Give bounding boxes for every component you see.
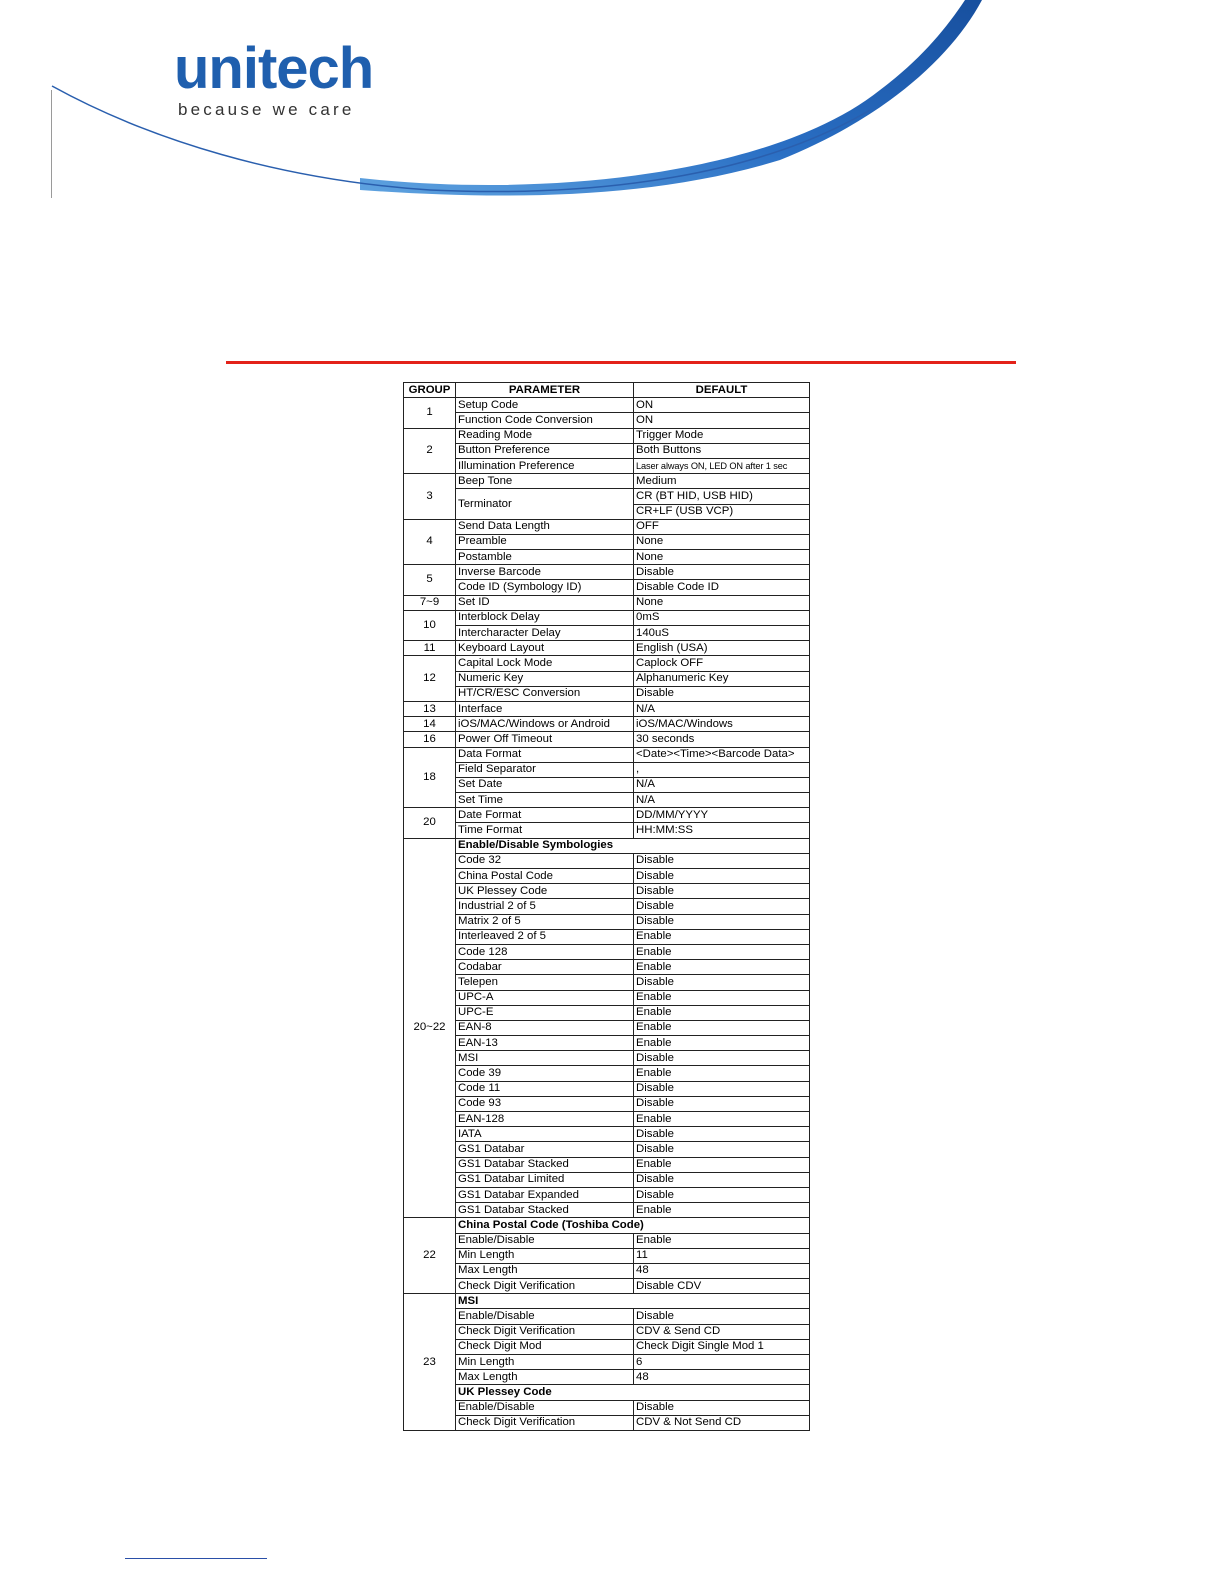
default-cell: Disable: [634, 869, 810, 884]
group-cell: 12: [404, 656, 456, 702]
group-cell: 4: [404, 519, 456, 565]
parameter-cell: IATA: [456, 1127, 634, 1142]
default-cell: CR (BT HID, USB HID): [634, 489, 810, 504]
default-cell: Trigger Mode: [634, 428, 810, 443]
default-cell: Disable: [634, 914, 810, 929]
default-cell: 0mS: [634, 610, 810, 625]
parameter-cell: GS1 Databar Limited: [456, 1172, 634, 1187]
table-row: [404, 565, 810, 580]
default-cell: Enable: [634, 1233, 810, 1248]
table-row: [404, 808, 810, 823]
table-row: [404, 595, 810, 610]
parameter-cell: Function Code Conversion: [456, 413, 634, 428]
table-row: [404, 686, 810, 701]
brand-logo-wordmark: unitech: [174, 36, 374, 101]
group-cell: 23: [404, 1294, 456, 1431]
default-cell: Enable: [634, 1112, 810, 1127]
parameter-cell: Data Format: [456, 747, 634, 762]
section-heading-cell: Enable/Disable Symbologies: [456, 838, 810, 853]
table-row: [404, 793, 810, 808]
table-row: [404, 1036, 810, 1051]
default-cell: None: [634, 534, 810, 549]
table-row: [404, 1096, 810, 1111]
default-cell: Enable: [634, 1157, 810, 1172]
default-cell: Disable: [634, 1051, 810, 1066]
table-row: [404, 641, 810, 656]
parameter-cell: Enable/Disable: [456, 1400, 634, 1415]
table-row: [404, 914, 810, 929]
default-cell: Laser always ON, LED ON after 1 sec: [634, 458, 810, 473]
parameter-cell: Matrix 2 of 5: [456, 914, 634, 929]
table-row: [404, 1005, 810, 1020]
parameter-cell: Numeric Key: [456, 671, 634, 686]
group-cell: 3: [404, 474, 456, 520]
swoosh-line: [52, 86, 870, 192]
default-cell: CDV & Send CD: [634, 1324, 810, 1339]
table-row: [404, 899, 810, 914]
parameter-cell: Button Preference: [456, 443, 634, 458]
group-cell: 1: [404, 398, 456, 428]
parameter-cell: Check Digit Mod: [456, 1339, 634, 1354]
left-margin-rule: [51, 90, 52, 198]
default-cell: HH:MM:SS: [634, 823, 810, 838]
table-row: [404, 1172, 810, 1187]
parameter-cell: Check Digit Verification: [456, 1279, 634, 1294]
parameter-cell: Terminator: [456, 489, 634, 519]
default-cell: Disable CDV: [634, 1279, 810, 1294]
parameter-cell: Power Off Timeout: [456, 732, 634, 747]
default-cell: Disable Code ID: [634, 580, 810, 595]
default-cell: Disable: [634, 1142, 810, 1157]
default-cell: None: [634, 595, 810, 610]
parameter-cell: Check Digit Verification: [456, 1324, 634, 1339]
parameter-cell: Time Format: [456, 823, 634, 838]
default-cell: Medium: [634, 474, 810, 489]
table-row: [404, 1066, 810, 1081]
parameter-cell: Enable/Disable: [456, 1233, 634, 1248]
parameter-cell: China Postal Code: [456, 869, 634, 884]
group-cell: 20~22: [404, 838, 456, 1218]
parameter-cell: MSI: [456, 1051, 634, 1066]
table-row: [404, 990, 810, 1005]
group-cell: 14: [404, 717, 456, 732]
default-cell: Disable: [634, 686, 810, 701]
table-row: [404, 853, 810, 868]
table-row: [404, 1127, 810, 1142]
default-cell: iOS/MAC/Windows: [634, 717, 810, 732]
default-cell: CDV & Not Send CD: [634, 1415, 810, 1430]
header-group: GROUP: [404, 383, 456, 398]
default-cell: Enable: [634, 1005, 810, 1020]
default-cell: Disable: [634, 565, 810, 580]
default-cell: Disable: [634, 975, 810, 990]
table-row: [404, 747, 810, 762]
default-cell: 48: [634, 1263, 810, 1278]
parameter-cell: UK Plessey Code: [456, 884, 634, 899]
default-cell: N/A: [634, 777, 810, 792]
table-row: [404, 944, 810, 959]
table-header-row: [404, 383, 810, 398]
parameter-cell: Preamble: [456, 534, 634, 549]
default-cell: ON: [634, 413, 810, 428]
parameter-cell: Send Data Length: [456, 519, 634, 534]
table-row: [404, 458, 810, 473]
footer-rule: [125, 1558, 267, 1559]
section-heading-cell: MSI: [456, 1294, 810, 1309]
table-row: [404, 580, 810, 595]
default-cell: Both Buttons: [634, 443, 810, 458]
parameter-cell: GS1 Databar Stacked: [456, 1157, 634, 1172]
default-cell: Disable: [634, 1172, 810, 1187]
default-cell: Check Digit Single Mod 1: [634, 1339, 810, 1354]
parameter-cell: Set Date: [456, 777, 634, 792]
default-cell: Disable: [634, 1187, 810, 1202]
parameter-cell: EAN-13: [456, 1036, 634, 1051]
table-row: [404, 1339, 810, 1354]
table-row: [404, 884, 810, 899]
parameter-cell: Telepen: [456, 975, 634, 990]
group-cell: 11: [404, 641, 456, 656]
parameter-cell: Industrial 2 of 5: [456, 899, 634, 914]
parameter-cell: Code 32: [456, 853, 634, 868]
parameter-cell: Min Length: [456, 1355, 634, 1370]
default-cell: Enable: [634, 929, 810, 944]
default-cell: Enable: [634, 1203, 810, 1218]
group-cell: 7~9: [404, 595, 456, 610]
table-row: [404, 732, 810, 747]
header-default: DEFAULT: [634, 383, 810, 398]
parameter-cell: Interblock Delay: [456, 610, 634, 625]
parameter-cell: UPC-A: [456, 990, 634, 1005]
table-row: [404, 777, 810, 792]
default-cell: 140uS: [634, 626, 810, 641]
parameter-cell: EAN-128: [456, 1112, 634, 1127]
group-cell: 22: [404, 1218, 456, 1294]
parameter-cell: Beep Tone: [456, 474, 634, 489]
table-row: [404, 1294, 810, 1309]
table-row: [404, 413, 810, 428]
default-cell: Disable: [634, 853, 810, 868]
default-cell: ,: [634, 762, 810, 777]
default-cell: CR+LF (USB VCP): [634, 504, 810, 519]
default-cell: Disable: [634, 884, 810, 899]
parameter-cell: Illumination Preference: [456, 458, 634, 473]
parameter-cell: Set ID: [456, 595, 634, 610]
section-divider: [226, 361, 1016, 364]
parameter-cell: Code 39: [456, 1066, 634, 1081]
table-row: [404, 762, 810, 777]
default-cell: Enable: [634, 990, 810, 1005]
parameter-cell: Code 11: [456, 1081, 634, 1096]
default-cell: Disable: [634, 899, 810, 914]
parameter-cell: Set Time: [456, 793, 634, 808]
default-settings-table: [403, 382, 810, 1431]
default-cell: Disable: [634, 1400, 810, 1415]
table-row: [404, 1020, 810, 1035]
section-heading-cell: China Postal Code (Toshiba Code): [456, 1218, 810, 1233]
parameter-cell: Check Digit Verification: [456, 1415, 634, 1430]
table-row: [404, 1355, 810, 1370]
table-row: [404, 1203, 810, 1218]
default-cell: 30 seconds: [634, 732, 810, 747]
parameter-cell: Inverse Barcode: [456, 565, 634, 580]
table-row: [404, 610, 810, 625]
group-cell: 2: [404, 428, 456, 474]
table-row: [404, 626, 810, 641]
table-row: [404, 1279, 810, 1294]
default-cell: Caplock OFF: [634, 656, 810, 671]
table-row: [404, 443, 810, 458]
parameter-cell: Intercharacter Delay: [456, 626, 634, 641]
table-row: [404, 1051, 810, 1066]
parameter-cell: Code 128: [456, 944, 634, 959]
table-row: [404, 929, 810, 944]
default-cell: Enable: [634, 1020, 810, 1035]
table-row: [404, 474, 810, 489]
header-parameter: PARAMETER: [456, 383, 634, 398]
table-row: [404, 1324, 810, 1339]
group-cell: 5: [404, 565, 456, 595]
parameter-cell: Setup Code: [456, 398, 634, 413]
table-row: [404, 1157, 810, 1172]
parameter-cell: Codabar: [456, 960, 634, 975]
table-row: [404, 869, 810, 884]
table-row: [404, 960, 810, 975]
parameter-cell: EAN-8: [456, 1020, 634, 1035]
parameter-cell: HT/CR/ESC Conversion: [456, 686, 634, 701]
default-cell: N/A: [634, 793, 810, 808]
table-row: [404, 1309, 810, 1324]
default-cell: Enable: [634, 1066, 810, 1081]
parameter-cell: GS1 Databar Stacked: [456, 1203, 634, 1218]
table-row: [404, 701, 810, 716]
parameter-cell: Field Separator: [456, 762, 634, 777]
table-row: [404, 1233, 810, 1248]
parameter-cell: GS1 Databar Expanded: [456, 1187, 634, 1202]
section-heading-cell: UK Plessey Code: [456, 1385, 810, 1400]
parameter-cell: Date Format: [456, 808, 634, 823]
parameter-cell: Code ID (Symbology ID): [456, 580, 634, 595]
group-cell: 16: [404, 732, 456, 747]
parameter-cell: Code 93: [456, 1096, 634, 1111]
table-row: [404, 1385, 810, 1400]
brand-logo-tagline: because we care: [178, 100, 355, 119]
table-row: [404, 717, 810, 732]
default-cell: Alphanumeric Key: [634, 671, 810, 686]
table-row: [404, 1263, 810, 1278]
table-body: [404, 398, 810, 1431]
group-cell: 20: [404, 808, 456, 838]
table-row: [404, 1400, 810, 1415]
table-row: [404, 975, 810, 990]
table-row: [404, 550, 810, 565]
parameter-cell: Keyboard Layout: [456, 641, 634, 656]
group-cell: 10: [404, 610, 456, 640]
default-cell: 11: [634, 1248, 810, 1263]
parameter-cell: GS1 Databar: [456, 1142, 634, 1157]
parameter-cell: Interface: [456, 701, 634, 716]
table-row: [404, 1218, 810, 1233]
default-cell: Enable: [634, 1036, 810, 1051]
default-cell: Disable: [634, 1081, 810, 1096]
default-cell: ON: [634, 398, 810, 413]
parameter-cell: UPC-E: [456, 1005, 634, 1020]
default-cell: Disable: [634, 1309, 810, 1324]
parameter-cell: Reading Mode: [456, 428, 634, 443]
group-cell: 13: [404, 701, 456, 716]
parameter-cell: Max Length: [456, 1263, 634, 1278]
parameter-cell: Interleaved 2 of 5: [456, 929, 634, 944]
table-row: [404, 1248, 810, 1263]
table-row: [404, 534, 810, 549]
table-row: [404, 656, 810, 671]
parameter-cell: Max Length: [456, 1370, 634, 1385]
table-row: [404, 1187, 810, 1202]
parameter-cell: Enable/Disable: [456, 1309, 634, 1324]
table-row: [404, 428, 810, 443]
default-cell: OFF: [634, 519, 810, 534]
parameter-cell: iOS/MAC/Windows or Android: [456, 717, 634, 732]
default-cell: Disable: [634, 1096, 810, 1111]
table-row: [404, 398, 810, 413]
default-cell: Disable: [634, 1127, 810, 1142]
parameter-cell: Capital Lock Mode: [456, 656, 634, 671]
table-row: [404, 1112, 810, 1127]
table-row: [404, 489, 810, 504]
default-cell: N/A: [634, 701, 810, 716]
table-row: [404, 838, 810, 853]
swoosh-band: [360, 0, 982, 196]
table-row: [404, 823, 810, 838]
group-cell: 18: [404, 747, 456, 808]
default-cell: 6: [634, 1355, 810, 1370]
default-cell: Enable: [634, 944, 810, 959]
table-row: [404, 519, 810, 534]
default-cell: DD/MM/YYYY: [634, 808, 810, 823]
parameter-cell: Postamble: [456, 550, 634, 565]
table-row: [404, 1415, 810, 1430]
table-row: [404, 671, 810, 686]
parameter-cell: Min Length: [456, 1248, 634, 1263]
default-cell: English (USA): [634, 641, 810, 656]
default-cell: 48: [634, 1370, 810, 1385]
table-row: [404, 1081, 810, 1096]
table-row: [404, 1370, 810, 1385]
table-row: [404, 1142, 810, 1157]
default-cell: <Date><Time><Barcode Data>: [634, 747, 810, 762]
default-cell: Enable: [634, 960, 810, 975]
default-cell: None: [634, 550, 810, 565]
